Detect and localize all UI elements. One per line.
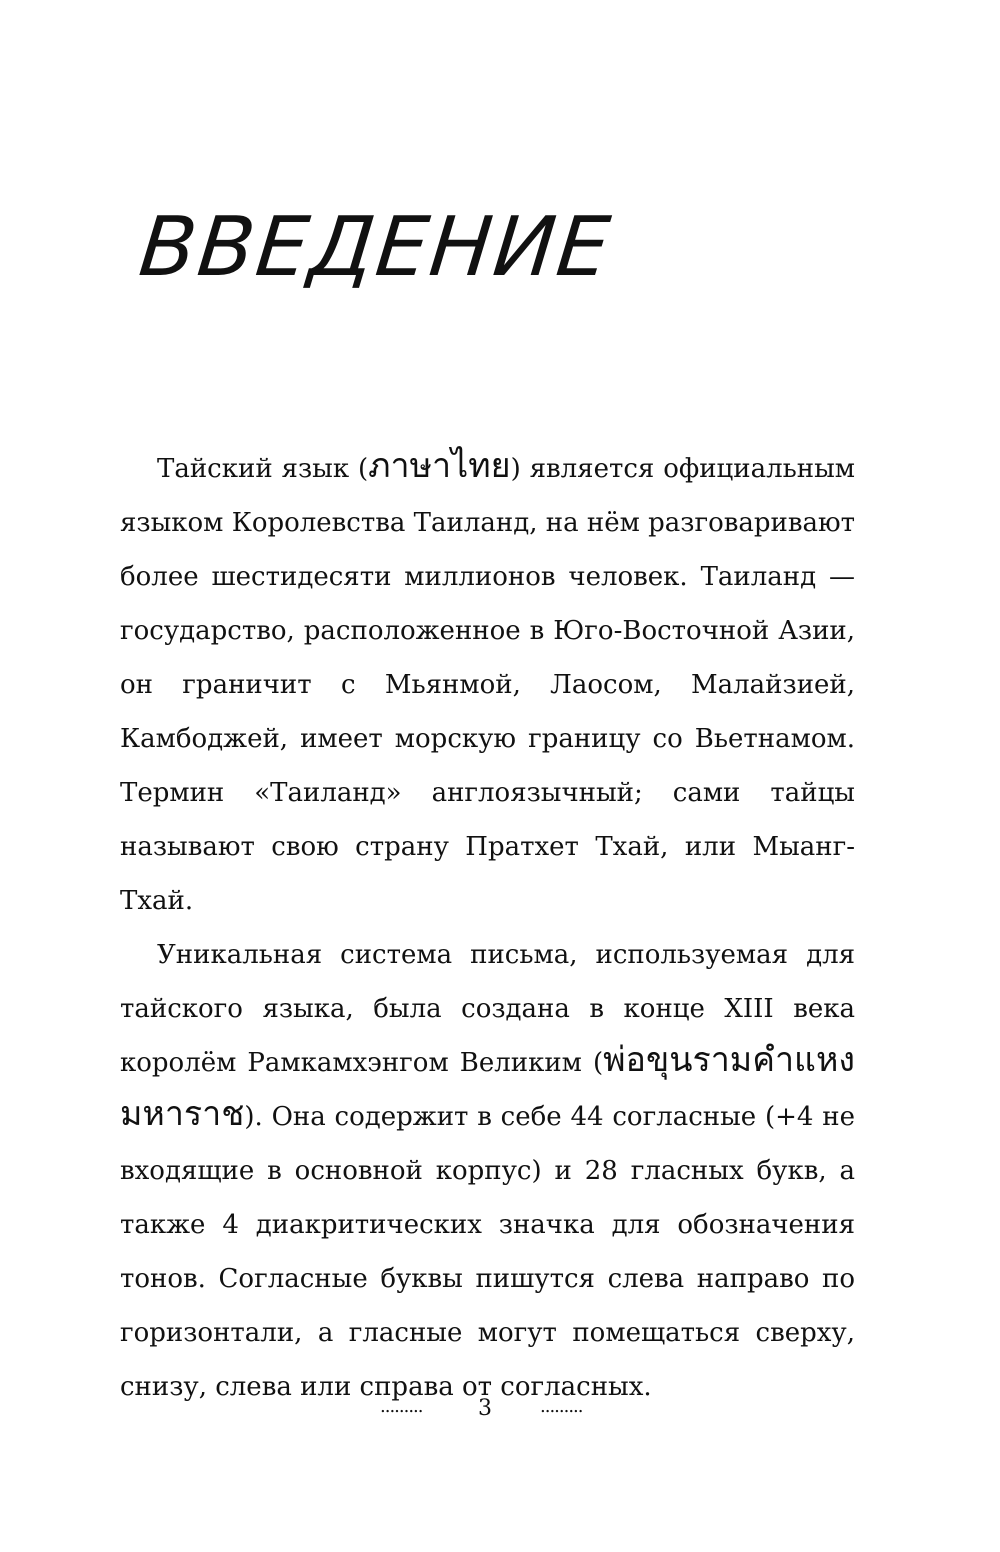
- thai-king-name: พ่อขุนรามคำแหงมหาราช: [120, 1040, 855, 1134]
- paragraph-writing-rest: ). Она содержит в себе 44 согласные (+4 не входящие в основной корпус) и 28 гласных букв, а также 4 диакритических значка для обозначения тонов. Согласные буквы пишутся слева направо по горизонтали, а гласные могут помещаться сверху, снизу, слева или справа от согласных.: [120, 1102, 855, 1402]
- page-title: ВВЕДЕНИЕ: [135, 200, 617, 295]
- body-text: [120, 442, 855, 1414]
- paragraph-intro-start: Тайский язык (: [157, 454, 369, 484]
- footer-dots-left: .........: [380, 1396, 423, 1417]
- paragraph-intro: [120, 442, 855, 928]
- page-number: 3: [478, 1396, 492, 1421]
- page-footer: [0, 1392, 1000, 1432]
- paragraph-writing-start: Уникальная система письма, используемая для тайского языка, была создана в конце XIII века королём Рамкамхэнгом Великим (: [120, 940, 855, 1078]
- footer-dots-right: .........: [540, 1396, 583, 1417]
- paragraph-writing-system: [120, 928, 855, 1414]
- thai-word-language: ภาษาไทย: [368, 446, 511, 486]
- paragraph-intro-rest: ) является официальным языком Королевства Таиланд, на нём разговаривают более шестидесяти миллионов человек. Таиланд — государство, расположенное в Юго-Восточной Азии, он граничит с Мьянмой, Лаосом, Малайзией, Камбоджей, имеет морскую границу со Вьетнамом. Термин «Таиланд» англоязычный; сами тайцы называют свою страну Пратхет Тхай, или Мыанг-Тхай.: [120, 454, 855, 916]
